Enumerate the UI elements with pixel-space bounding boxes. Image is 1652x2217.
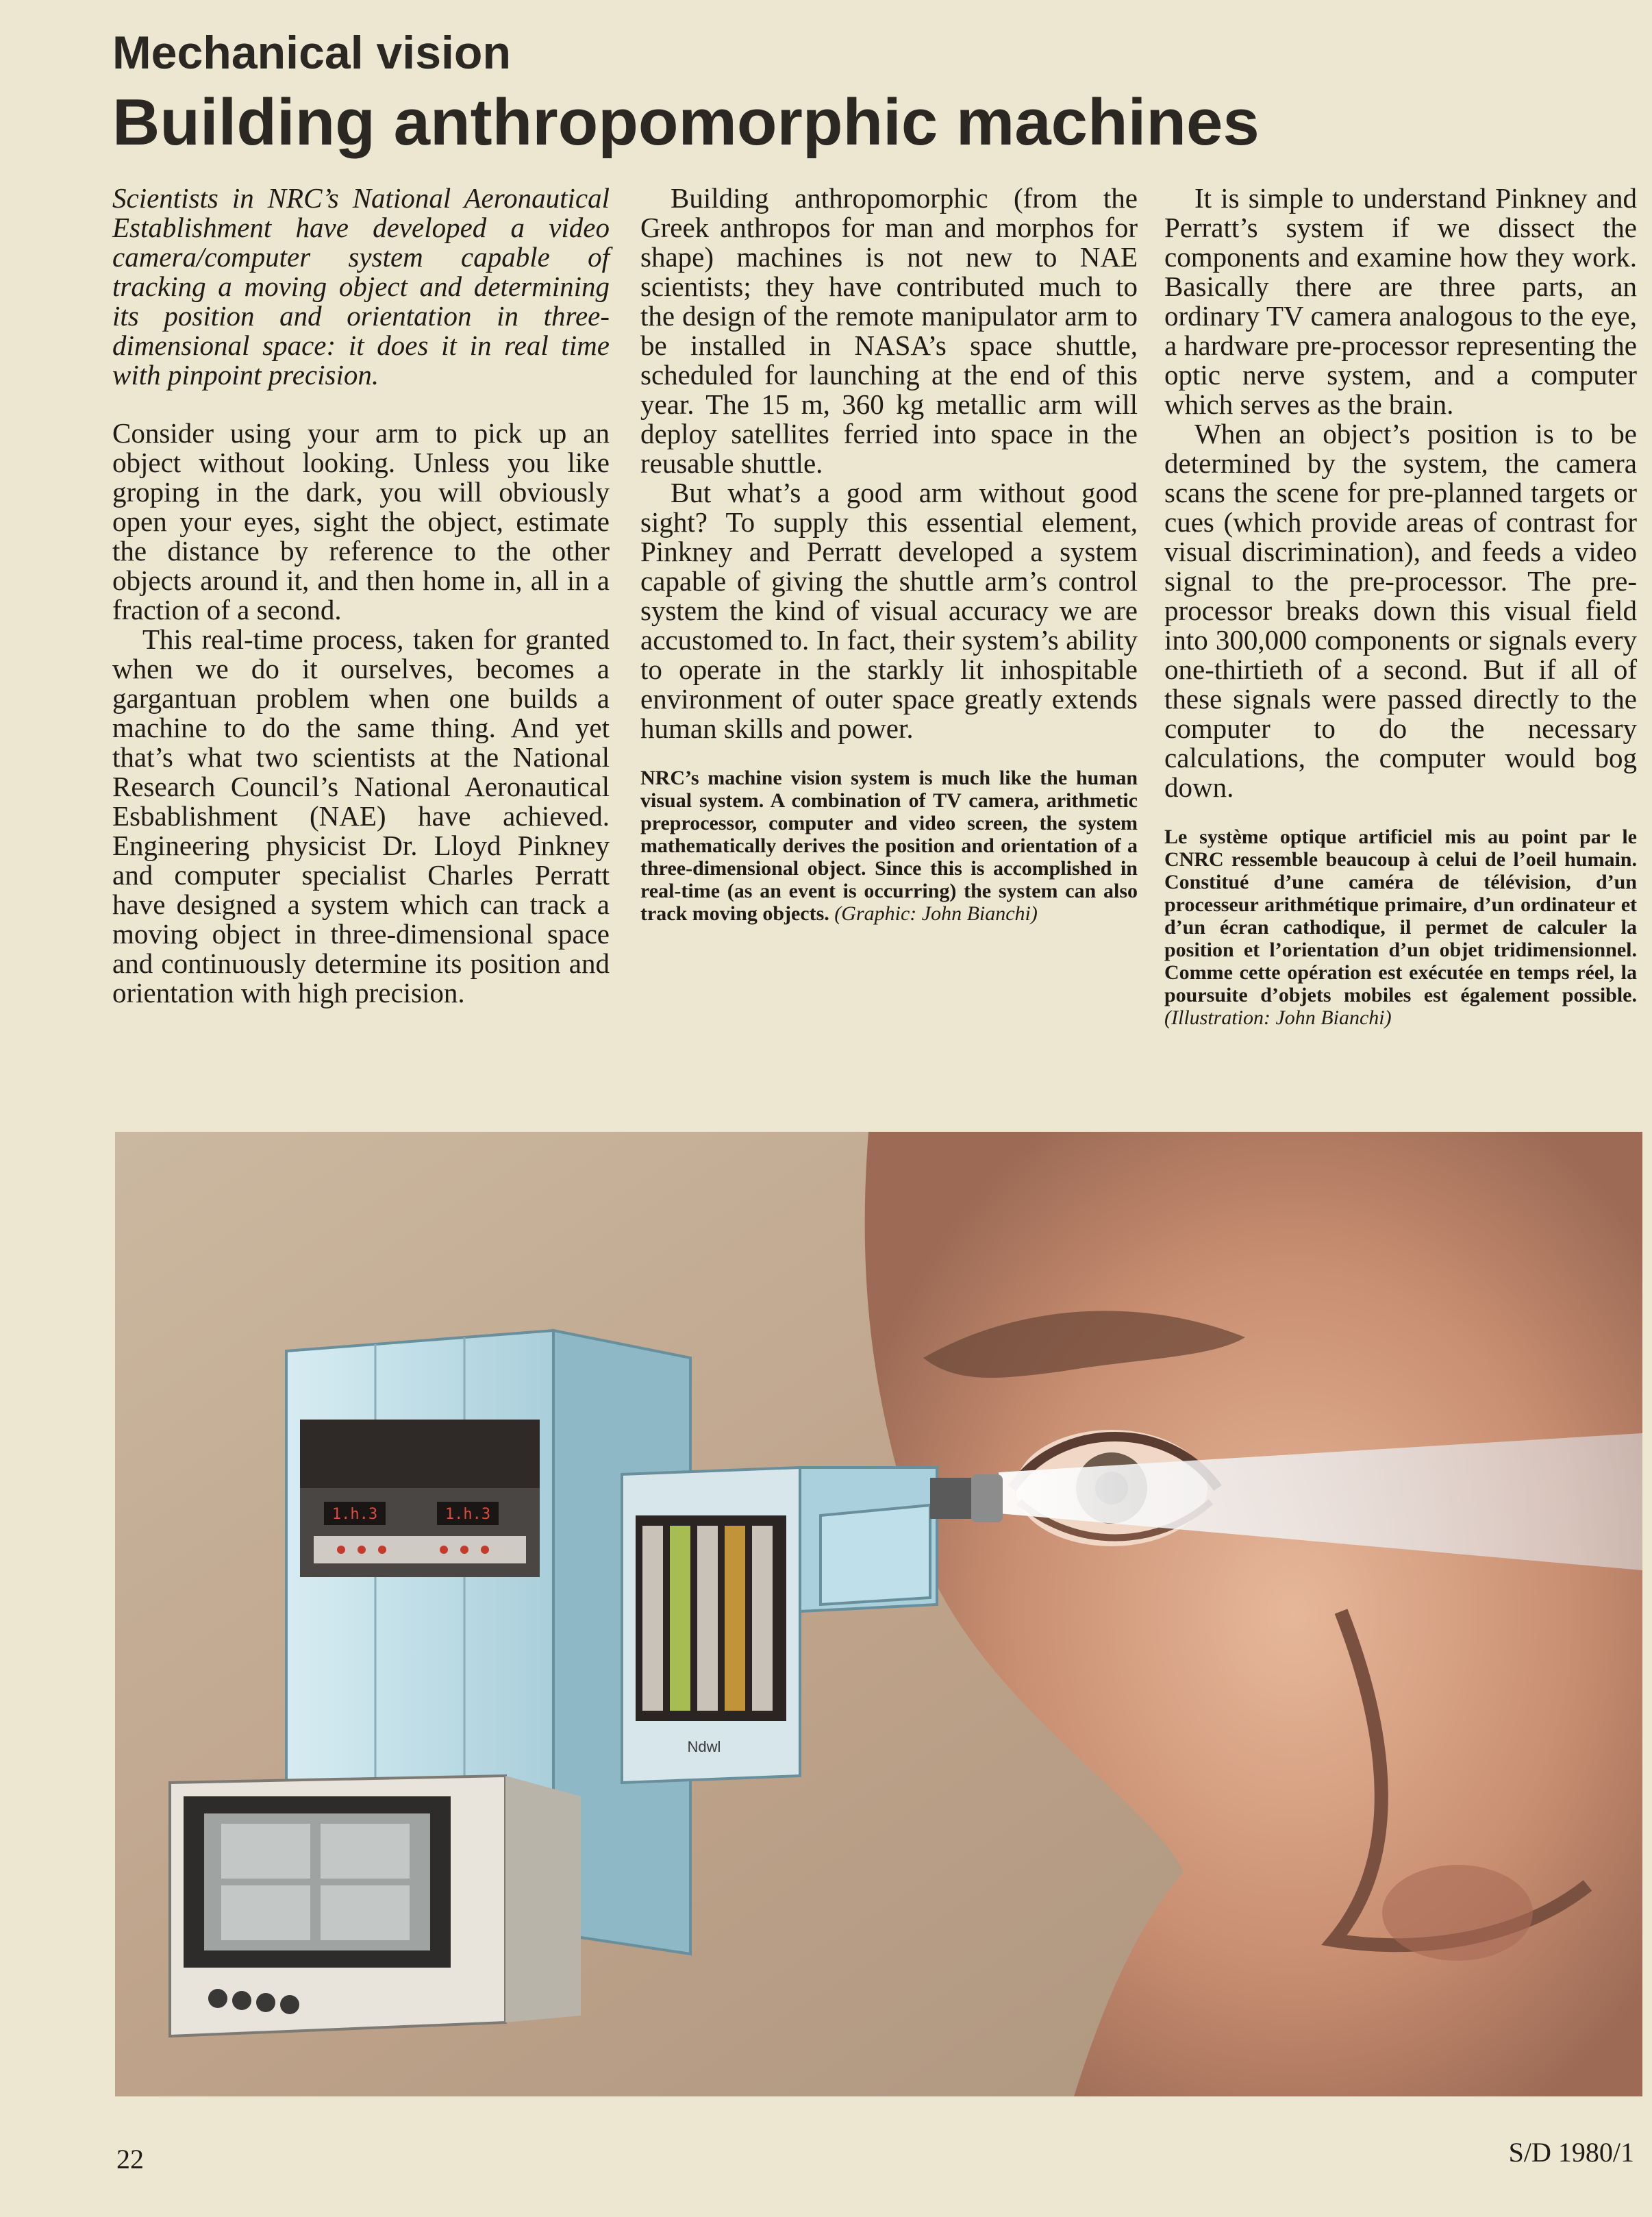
- article-column-2: [640, 184, 1138, 925]
- display-readout-right: 1.h.3: [445, 1506, 491, 1523]
- monitor-knob-icon: [208, 1989, 227, 2008]
- machine-vision-illustration: [115, 1132, 1642, 2096]
- caption-text: NRC’s machine vision system is much like the human visual system. A combination of TV camera, arithmetic preprocessor, computer and video screen, the system mathematically derives the position and orientation of a three-dimensional object. Since this is accomplished in real-time (as an event is occurring) the system can also track moving objects.: [640, 767, 1138, 925]
- figure-caption-english: [640, 767, 1138, 925]
- caption-credit: (Graphic: John Bianchi): [834, 902, 1038, 925]
- body-paragraph: Consider using your arm to pick up an object without looking. Unless you like groping in the dark, you will obviously open your eyes, sight the object, estimate the distance by reference to the other objects around it, and then home in, all in a fraction of a second.: [112, 417, 610, 626]
- body-paragraph: When an object’s position is to be determined by the system, the camera scans the scene for pre-planned targets or cues (which provide areas of contrast for visual discrimination), and feeds a video signal to the pre-processor. The pre-processor breaks down this visual field into 300,000 components or signals every one-thirtieth of a second. But if all of these signals were passed directly to the computer to do the necessary calculations, the computer would bog down.: [1164, 418, 1637, 803]
- article-column-1: [112, 184, 610, 1008]
- body-paragraph: It is simple to understand Pinkney and Perratt’s system if we dissect the components and examine how they work. Basically there are three parts, an ordinary TV camera analogous to the eye, a hardware pre-processor representing the optic nerve system, and a computer which serves as the brain.: [1164, 182, 1637, 420]
- article-column-3: [1164, 184, 1637, 1029]
- figure-caption-french: [1164, 826, 1637, 1029]
- illustration-artwork: [115, 1132, 1642, 2096]
- issue-label: S/D 1980/1: [1508, 2137, 1634, 2168]
- display-readout-left: 1.h.3: [331, 1506, 378, 1523]
- article-title: Building anthropomorphic machines: [112, 86, 1260, 159]
- caption-credit: (Illustration: John Bianchi): [1164, 1006, 1392, 1029]
- body-paragraph: But what’s a good arm without good sight? To supply this essential element, Pinkney and Perratt developed a system capable of giving the shuttle arm’s control system the kind of visual accuracy we are accustomed to. In fact, their system’s ability to operate in the starkly lit inhospitable environment of outer space greatly extends human skills and power.: [640, 477, 1138, 744]
- caption-text: Le système optique artificiel mis au point par le CNRC ressemble beaucoup à celui de l’oeil humain. Constitué d’une caméra de télévision, d’un processeur arithmétique primaire, d’un ordinateur et d’un écran cathodique, il permet de calculer la position et l’orientation d’un objet tridimensionnel. Comme cette opération est exécutée en temps réel, la poursuite d’objets mobiles est également possible.: [1164, 826, 1637, 1006]
- article-lede: Scientists in NRC’s National Aeronautical Establishment have developed a video camera/computer system capable of tracking a moving object and determining its position and orientation in three-dimensional space: it does it in real time with pinpoint precision.: [112, 182, 610, 391]
- video-monitor: [170, 1776, 581, 2036]
- body-paragraph: Building anthropomorphic (from the Greek anthropos for man and morphos for shape) machines is not new to NAE scientists; they have contributed much to the design of the remote manipulator arm to be installed in NASA’s space shuttle, scheduled for launching at the end of this year. The 15 m, 360 kg metallic arm will deploy satellites ferried into space in the reusable shuttle.: [640, 182, 1138, 479]
- camera-lens-icon: [971, 1474, 1003, 1522]
- page-number: 22: [116, 2144, 144, 2175]
- rack-label: Ndwl: [687, 1738, 721, 1755]
- section-kicker: Mechanical vision: [112, 27, 511, 79]
- body-paragraph: This real-time process, taken for granted when we do it ourselves, becomes a gargantuan problem when one builds a machine to do the same thing. And yet that’s what two scientists at the National Research Council’s National Aeronautical Esbablishment (NAE) have achieved. Engineering physicist Dr. Lloyd Pinkney and computer specialist Charles Perratt have designed a system which can track a moving object in three-dimensional space and continuously determine its position and orientation with high precision.: [112, 623, 610, 1008]
